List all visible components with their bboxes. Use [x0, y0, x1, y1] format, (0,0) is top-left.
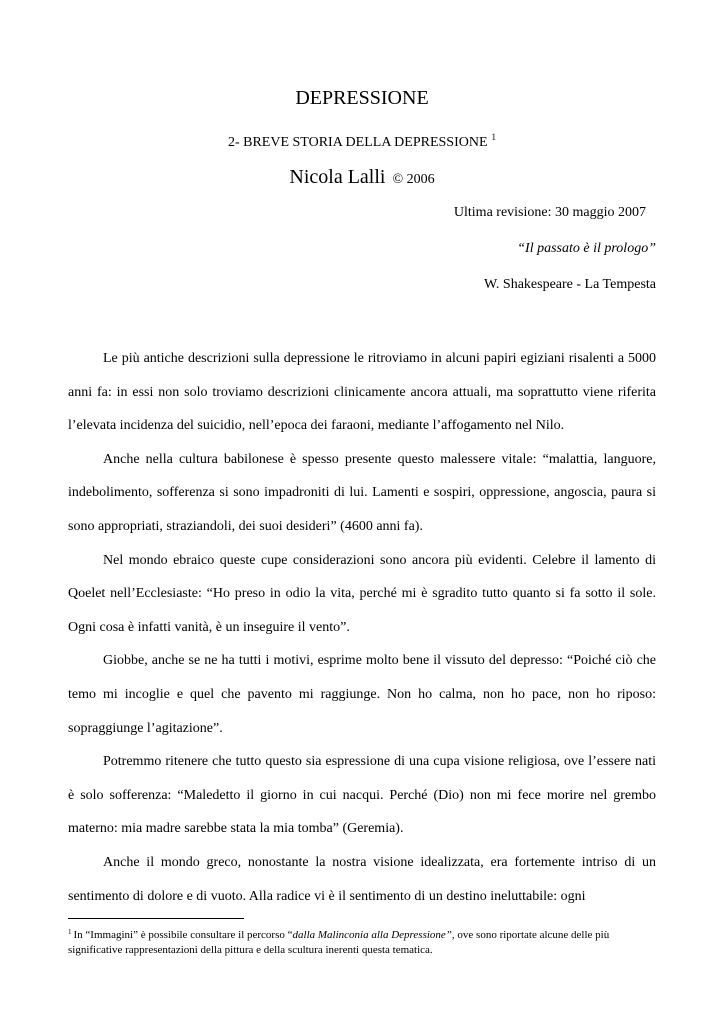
paragraph: Giobbe, anche se ne ha tutti i motivi, esprime molto bene il vissuto del depresso: “Poiché ciò che temo mi incoglie e quel che pavento mi raggiunge. Non ho calma, non ho pace, non ho riposo: sopraggiunge l’agitazione”.: [68, 653, 656, 736]
paragraph: Anche il mondo greco, nonostante la nostra visione idealizzata, era fortemente intriso di un sentimento di dolore e di vuoto. Alla radice vi è il sentimento di un destino ineluttabile: ogni: [68, 854, 656, 904]
paragraph: Nel mondo ebraico queste cupe considerazioni sono ancora più evidenti. Celebre il lamento di Qoelet nell’Ecclesiaste: “Ho preso in odio la vita, perché mi è sgradito tutto quanto si fa sotto il sole. Ogni cosa è infatti vanità, è un inseguire il vento”.: [68, 552, 656, 635]
body-text: [68, 342, 656, 913]
document-title: DEPRESSIONE: [295, 87, 429, 109]
copyright-notice: © 2006: [392, 172, 435, 187]
footnote-text-after: ove sono riportate alcune delle più significative rappresentazioni della pittura e della scultura inerenti questa tematica.: [68, 929, 610, 956]
subtitle-text: 2- BREVE STORIA DELLA DEPRESSIONE: [227, 135, 488, 150]
paragraph: Le più antiche descrizioni sulla depressione le ritroviamo in alcuni papiri egiziani risalenti a 5000 anni fa: in essi non solo troviamo descrizioni clinicamente ancora attuali, ma soprattutto viene riferita l’elevata incidenza del suicidio, nell’epoca dei faraoni, mediante l’affogamento nel Nilo.: [68, 351, 656, 434]
author-line: [0, 166, 724, 189]
paragraph: Potremmo ritenere che tutto questo sia espressione di una cupa visione religiosa, ove l’essere nati è solo sofferenza: “Maledetto il giorno in cui nacqui. Perché (Dio) non mi fece morire nel grembo materno: mia madre sarebbe stata la mia tomba” (Geremia).: [68, 754, 656, 837]
footnote-divider: [68, 918, 244, 919]
epigraph-quote: “Il passato è il prologo”: [517, 241, 656, 256]
footnote-text-before: In “Immagini” è possibile consultare il percorso “: [73, 929, 293, 941]
epigraph-attribution: W. Shakespeare - La Tempesta: [483, 277, 656, 292]
document-subtitle: [0, 132, 724, 151]
footnote-reference[interactable]: 1: [491, 132, 497, 142]
paragraph: Anche nella cultura babilonese è spesso presente questo malessere vitale: “malattia, languore, indebolimento, sofferenza si sono impadroniti di lui. Lamenti e sospiri, oppressione, angoscia, paura si sono appropriati, straziandoli, dei suoi desideri” (4600 anni fa).: [68, 451, 656, 534]
author-name: Nicola Lalli: [289, 166, 386, 188]
footnote: [68, 925, 656, 958]
footnote-italic-title: dalla Malinconia alla Depressione”,: [292, 929, 455, 941]
revision-date: Ultima revisione: 30 maggio 2007: [453, 205, 646, 220]
footnote-mark: 1: [68, 928, 72, 936]
